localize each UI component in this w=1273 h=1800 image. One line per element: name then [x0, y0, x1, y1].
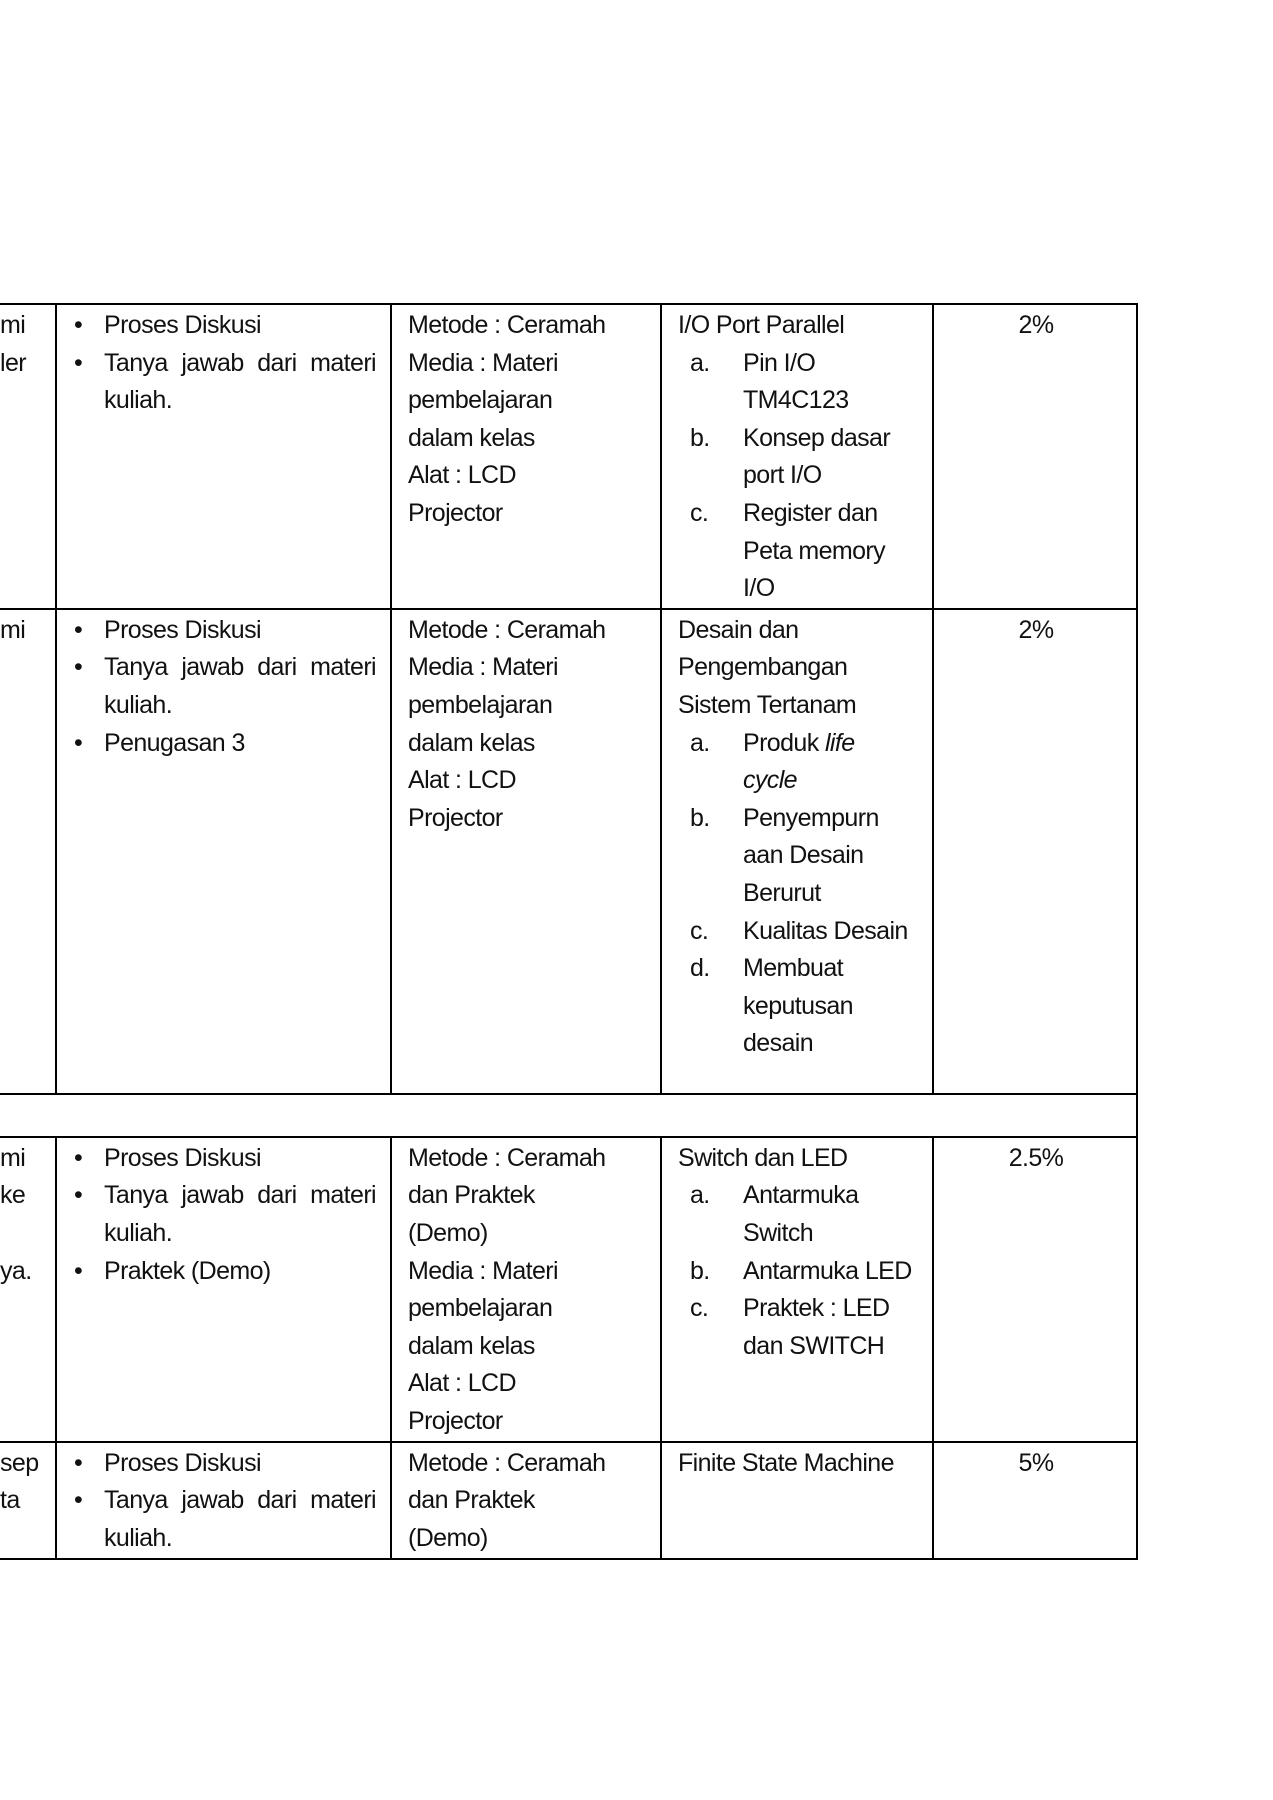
activity-item: • Penugasan 3	[73, 725, 376, 763]
subtopic-text: Antarmuka LED	[743, 1256, 912, 1285]
method-line: Metode : Ceramah	[408, 1448, 606, 1477]
activities-list	[73, 1445, 376, 1558]
subtopic-item	[678, 1177, 918, 1252]
method-line: Projector	[408, 803, 503, 832]
subtopic-marker: c.	[690, 1294, 709, 1323]
method-line: Alat : LCD	[408, 766, 516, 795]
objective-cell	[0, 1137, 56, 1442]
subtopic-text: Konsep dasar port I/O	[743, 423, 891, 490]
method-line: dan Praktek	[408, 1181, 535, 1210]
subtopic-text: Produk life cycle	[743, 728, 855, 795]
objective-fragment: mi	[0, 1143, 26, 1172]
topic-cell	[661, 609, 933, 1094]
subtopic-marker: a.	[690, 728, 710, 757]
subtopic-text: Kualitas Desain	[743, 916, 908, 945]
objective-cell	[0, 304, 56, 609]
method-line: Metode : Ceramah	[408, 311, 606, 339]
subtopic-marker: b.	[690, 803, 710, 832]
objective-cell	[0, 1442, 56, 1559]
method-line: Alat : LCD	[408, 461, 516, 490]
method-line: Metode : Ceramah	[408, 1143, 606, 1172]
method-line: (Demo)	[408, 1218, 488, 1247]
activities-cell	[56, 1137, 391, 1442]
weight-cell: 2%	[933, 609, 1137, 1094]
subtopic-item	[678, 800, 918, 913]
objective-fragment: mi	[0, 311, 26, 339]
subtopic-list	[678, 725, 918, 1063]
subtopic-marker: b.	[690, 1256, 710, 1285]
method-line: dan Praktek	[408, 1486, 535, 1515]
objective-fragment: mi	[0, 615, 26, 644]
activity-item: • Tanya jawab dari materi kuliah.	[73, 649, 376, 724]
subtopic-text: Antarmuka Switch	[743, 1181, 859, 1247]
objective-fragment: sep	[0, 1448, 39, 1477]
topic-title: Desain dan Pengembangan Sistem Tertanam	[678, 615, 857, 719]
weight-cell: 2%	[933, 304, 1137, 609]
method-cell	[391, 1442, 661, 1559]
table-row	[0, 1442, 1137, 1559]
subtopic-list	[678, 345, 918, 608]
subtopic-text: Register dan Peta memory I/O	[743, 498, 886, 603]
activity-item: • Tanya jawab dari materi kuliah.	[73, 1482, 376, 1557]
activities-cell	[56, 1442, 391, 1559]
method-line: Projector	[408, 1406, 503, 1435]
objective-fragment: ke	[0, 1181, 26, 1210]
method-cell	[391, 304, 661, 609]
method-line: Metode : Ceramah	[408, 615, 606, 644]
objective-fragment	[0, 1215, 55, 1253]
activity-item: • Praktek (Demo)	[73, 1253, 376, 1291]
topic-title: Finite State Machine	[678, 1448, 894, 1477]
table-row	[0, 304, 1137, 609]
weight-cell: 2.5%	[933, 1137, 1137, 1442]
activity-item: • Tanya jawab dari materi kuliah.	[73, 345, 376, 420]
method-line: (Demo)	[408, 1523, 488, 1552]
method-line: dalam kelas	[408, 728, 535, 757]
objective-fragment: ler	[0, 348, 26, 377]
subtopic-item	[678, 420, 918, 495]
activities-cell	[56, 609, 391, 1094]
topic-cell	[661, 304, 933, 609]
subtopic-list	[678, 1177, 918, 1365]
subtopic-text: Membuat keputusan desain	[743, 954, 853, 1058]
topic-cell	[661, 1137, 933, 1442]
subtopic-item	[678, 1290, 918, 1365]
activities-list	[73, 612, 376, 762]
activity-item: • Tanya jawab dari materi kuliah.	[73, 1177, 376, 1252]
method-line: Alat : LCD	[408, 1369, 516, 1398]
table-row	[0, 1137, 1137, 1442]
subtopic-item	[678, 495, 918, 608]
activities-list	[73, 307, 376, 420]
course-plan-table	[0, 303, 1138, 1560]
subtopic-item	[678, 950, 918, 1063]
method-line: Projector	[408, 498, 503, 527]
method-line: dalam kelas	[408, 423, 535, 452]
activity-item: • Proses Diskusi	[73, 1445, 376, 1483]
objective-fragment: ta	[0, 1486, 20, 1515]
table-row	[0, 609, 1137, 1094]
method-cell	[391, 1137, 661, 1442]
activity-item: • Proses Diskusi	[73, 307, 376, 345]
method-cell	[391, 609, 661, 1094]
topic-title: Switch dan LED	[678, 1143, 848, 1172]
objective-cell	[0, 609, 56, 1094]
separator-row	[0, 1094, 1137, 1137]
method-line: pembelajaran	[408, 1294, 553, 1323]
objective-fragment: ya.	[0, 1256, 32, 1285]
subtopic-marker: d.	[690, 954, 710, 983]
method-line: dalam kelas	[408, 1331, 535, 1360]
method-line: Media : Materi	[408, 653, 558, 682]
subtopic-item	[678, 725, 918, 800]
activity-item: • Proses Diskusi	[73, 1140, 376, 1178]
subtopic-text: Praktek : LED dan SWITCH	[743, 1294, 890, 1360]
method-line: pembelajaran	[408, 386, 553, 415]
subtopic-item	[678, 345, 918, 420]
subtopic-text: Penyempurn aan Desain Berurut	[743, 803, 879, 907]
subtopic-marker: c.	[690, 916, 709, 945]
subtopic-marker: c.	[690, 498, 709, 527]
subtopic-text: Pin I/O TM4C123	[743, 348, 849, 415]
method-line: Media : Materi	[408, 348, 558, 377]
subtopic-marker: b.	[690, 423, 710, 452]
activities-list	[73, 1140, 376, 1290]
subtopic-marker: a.	[690, 1181, 710, 1210]
subtopic-marker: a.	[690, 348, 710, 377]
activities-cell	[56, 304, 391, 609]
subtopic-item	[678, 1253, 918, 1291]
method-line: pembelajaran	[408, 690, 553, 719]
subtopic-item	[678, 913, 918, 951]
topic-cell	[661, 1442, 933, 1559]
weight-cell: 5%	[933, 1442, 1137, 1559]
topic-title: I/O Port Parallel	[678, 311, 845, 339]
activity-item: • Proses Diskusi	[73, 612, 376, 650]
method-line: Media : Materi	[408, 1256, 558, 1285]
